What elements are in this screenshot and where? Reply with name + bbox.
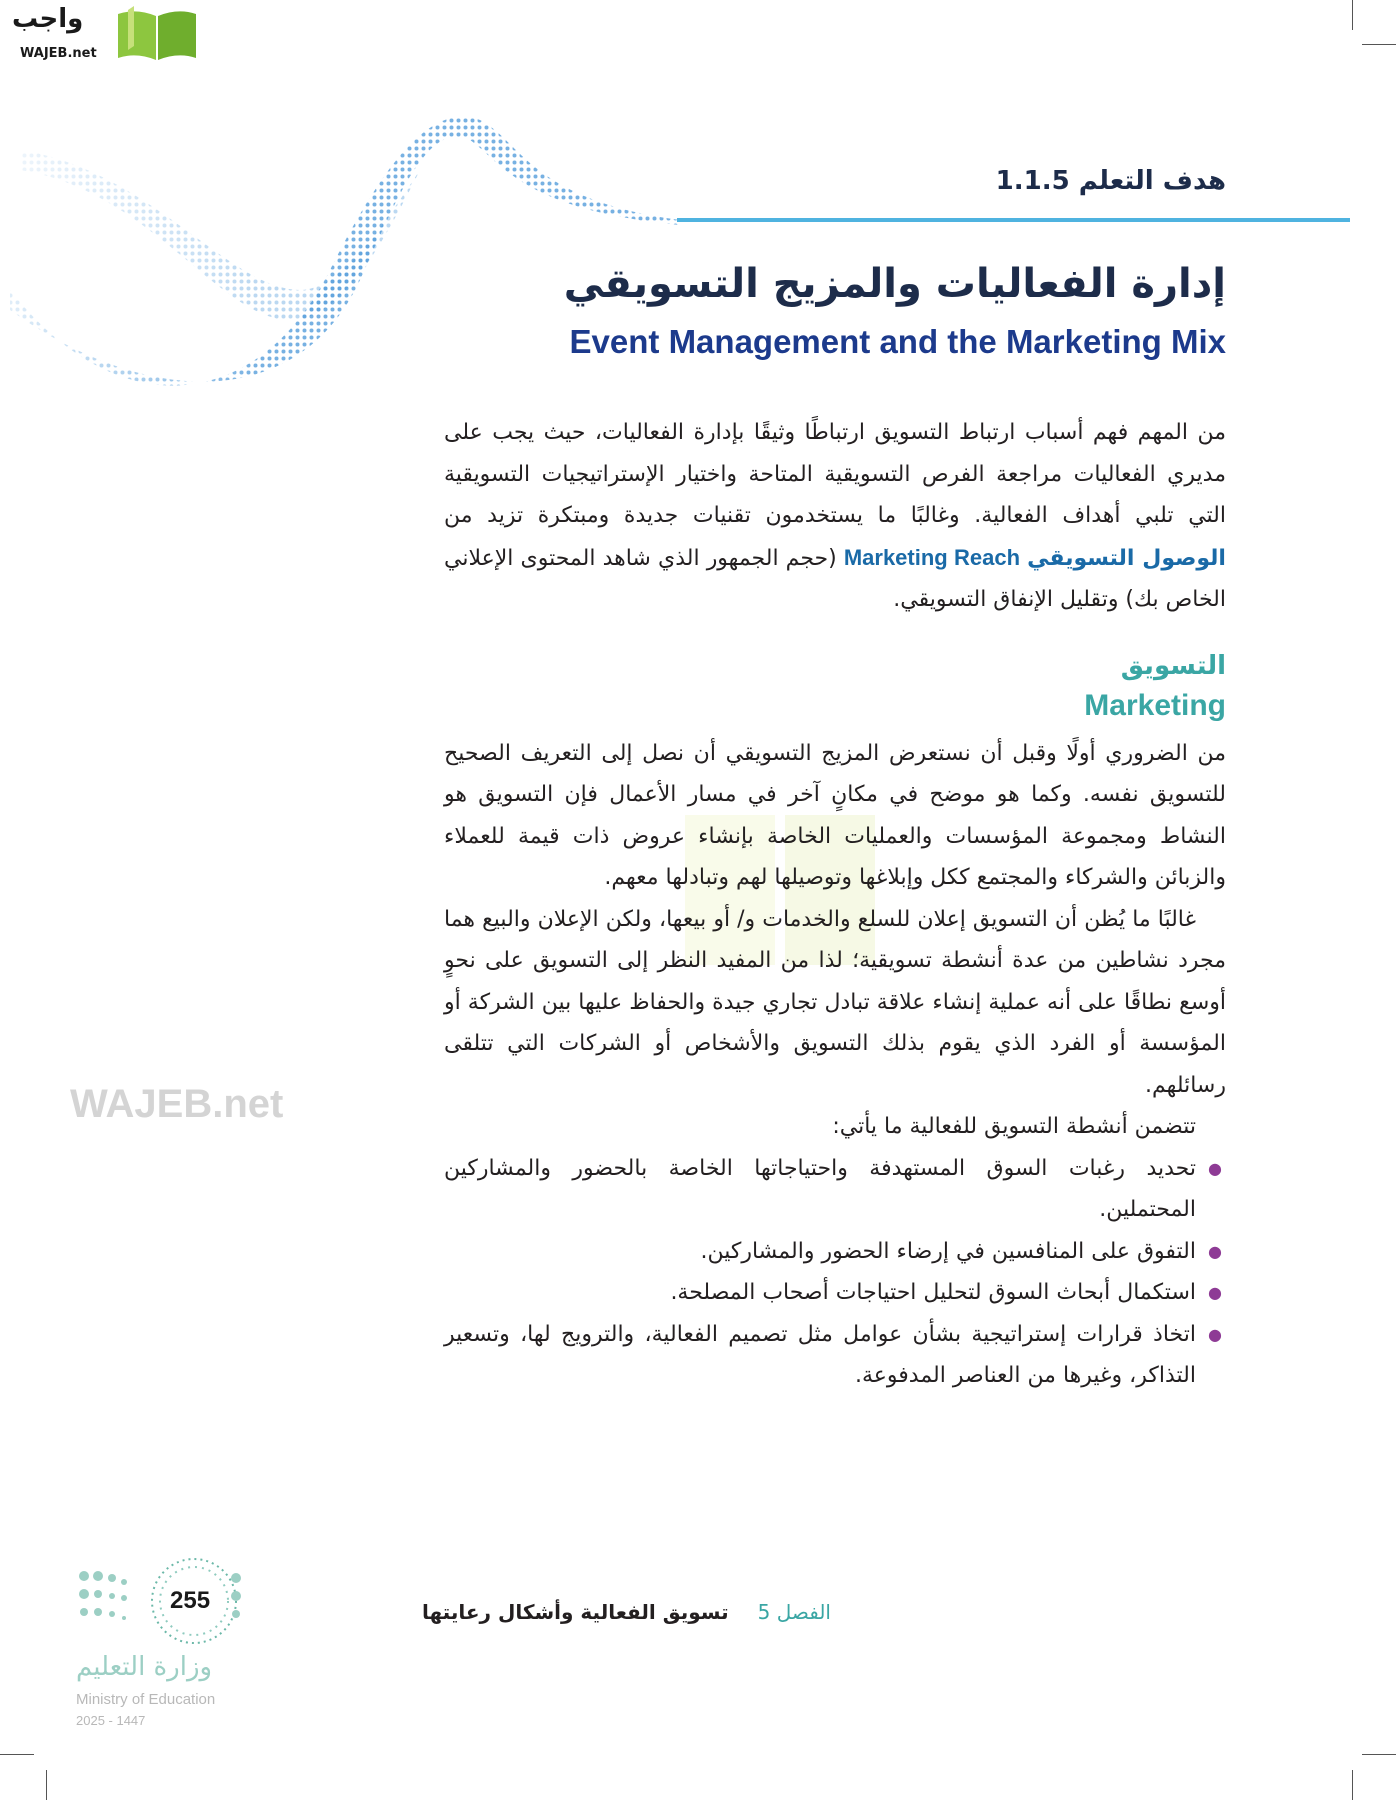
list-item <box>444 1231 1222 1273</box>
list-item-text: تحديد رغبات السوق المستهدفة واحتياجاتها الخاصة بالحضور والمشاركين المحتملين. <box>444 1155 1196 1222</box>
list-item-text: اتخاذ قرارات إستراتيجية بشأن عوامل مثل تصميم الفعالية، والترويج لها، وتسعير التذاكر، وغيرها من العناصر المدفوعة. <box>444 1321 1196 1388</box>
list-item-text: التفوق على المنافسين في إرضاء الحضور والمشاركين. <box>700 1238 1196 1264</box>
page-title-ar: إدارة الفعاليات والمزيج التسويقي <box>563 261 1226 307</box>
learning-goal-label: هدف التعلم 1.1.5 <box>995 166 1226 196</box>
header-divider <box>677 218 1350 222</box>
main-content <box>444 412 1226 1397</box>
crop-mark <box>46 1770 47 1800</box>
ministry-name-en: Ministry of Education <box>76 1691 216 1708</box>
list-intro: تتضمن أنشطة التسويق للفعالية ما يأتي: <box>832 1114 1196 1139</box>
ministry-name-ar: وزارة التعليم <box>76 1652 213 1682</box>
list-item <box>444 1272 1222 1314</box>
page-number: 255 <box>170 1587 211 1614</box>
book-icon <box>114 6 200 62</box>
academic-year: 2025 - 1447 <box>76 1713 146 1728</box>
intro-text-2: (حجم الجمهور الذي شاهد المحتوى الإعلاني الخاص بك) وتقليل الإنفاق التسويقي. <box>444 545 1226 612</box>
bullet-icon: ● <box>1208 1324 1222 1344</box>
bullet-icon: ● <box>1208 1158 1222 1178</box>
ministry-logo <box>76 1556 256 1756</box>
marketing-paragraph-2: غالبًا ما يُظن أن التسويق إعلان للسلع والخدمات و/ أو بيعها، ولكن الإعلان والبيع هما مجرد نشاطين من عدة أنشطة تسويقية؛ لذا من المفيد النظر إلى التسويق على نحوٍ أوسع نطاقًا على أنه عملية إنشاء علاقة تبادل تجاري جيدة والحفاظ عليها بين الشركة أو المؤسسة أو الفرد الذي يقوم بذلك التسويق والأشخاص أو الشركات التي تتلقى رسائلهم. <box>444 906 1226 1098</box>
bullet-icon: ● <box>1208 1241 1222 1261</box>
list-item-text: استكمال أبحاث السوق لتحليل احتياجات أصحاب المصلحة. <box>670 1280 1196 1305</box>
watermark-text: WAJEB.net <box>70 1082 284 1126</box>
term-marketing-reach-ar: الوصول التسويقي <box>1027 545 1226 571</box>
list-item <box>444 1148 1222 1231</box>
crop-mark <box>1352 0 1353 30</box>
wajeb-logo[interactable] <box>10 2 200 68</box>
marketing-paragraph-1: من الضروري أولًا وقبل أن نستعرض المزيج التسويقي أن نصل إلى التعريف الصحيح للتسويق نفسه. وكما هو موضح في مكانٍ آخر في مسار الأعمال فإن التسويق هو النشاط ومجموعة المؤسسات والعمليات الخاصة بإنشاء عروض ذات قيمة للعملاء والزبائن والشركاء والمجتمع ككل وإبلاغها وتوصيلها لهم وتبادلها معهم. <box>444 740 1226 890</box>
chapter-footer <box>422 1600 831 1624</box>
section-title-en: Marketing <box>1084 688 1226 722</box>
ministry-dots-icon <box>76 1556 256 1646</box>
list-item <box>444 1314 1222 1397</box>
term-marketing-reach-en: Marketing Reach <box>843 544 1021 570</box>
logo-text-ar: واجب <box>12 4 84 34</box>
chapter-title: تسويق الفعالية وأشكال رعايتها <box>421 1600 729 1624</box>
crop-mark <box>1352 1770 1353 1800</box>
page-title-en: Event Management and the Marketing Mix <box>569 323 1226 360</box>
crop-mark <box>1362 1754 1396 1755</box>
intro-text-1: من المهم فهم أسباب ارتباط التسويق ارتباطًا وثيقًا بإدارة الفعاليات، حيث يجب على مديري الفعاليات مراجعة الفرص التسويقية المتاحة واختيار الإستراتيجيات التسويقية التي تلبي أهداف الفعالية. وغالبًا ما يستخدمون تقنيات جديدة ومبتكرة تزيد من <box>444 420 1226 528</box>
section-title-ar: التسويق <box>1120 650 1226 681</box>
chapter-number: الفصل 5 <box>757 1600 831 1624</box>
crop-mark <box>1362 44 1396 45</box>
marketing-activities-list <box>444 1148 1226 1397</box>
bullet-icon: ● <box>1208 1283 1222 1302</box>
intro-paragraph <box>444 412 1226 621</box>
crop-mark <box>0 1754 34 1755</box>
logo-text-en: WAJEB.net <box>20 46 97 61</box>
